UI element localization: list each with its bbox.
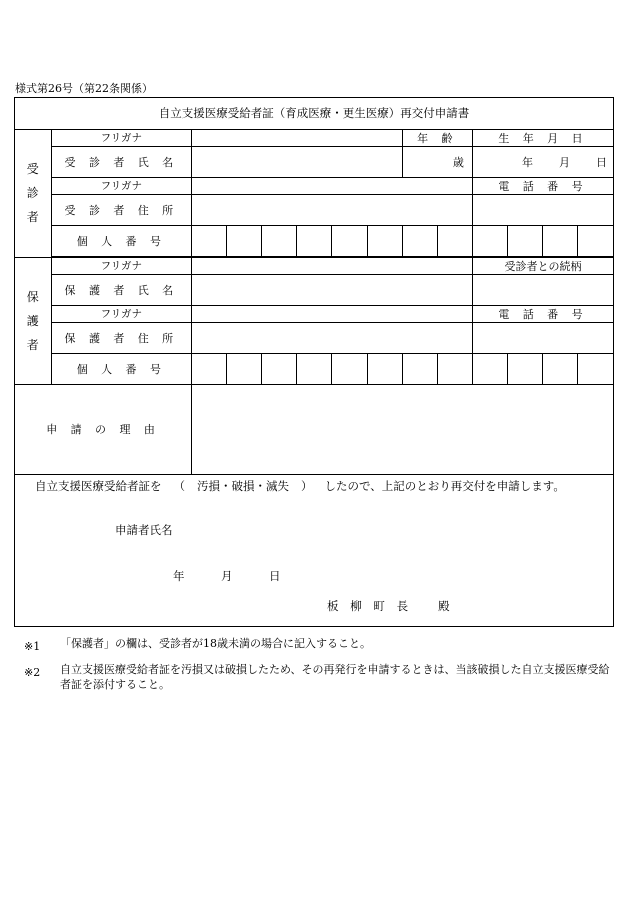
age-field[interactable] bbox=[402, 146, 472, 177]
relation-label: 受診者との続柄 bbox=[472, 257, 613, 274]
note-item bbox=[24, 636, 614, 651]
guardian-id-digit[interactable] bbox=[472, 353, 507, 384]
application-date[interactable] bbox=[173, 568, 317, 584]
patient-phone-field[interactable] bbox=[472, 194, 613, 225]
guardian-id-digit[interactable] bbox=[332, 353, 367, 384]
notes bbox=[24, 636, 614, 703]
form-title: 自立支援医療受給者証（育成医療・更生医療）再交付申請書 bbox=[15, 98, 613, 129]
patient-id-digit[interactable] bbox=[437, 225, 472, 256]
declaration-prefix: 自立支援医療受給者証を bbox=[35, 479, 162, 493]
patient-name-field[interactable] bbox=[192, 146, 403, 177]
patient-address-furigana-field[interactable] bbox=[192, 177, 473, 194]
age-unit: 歳 bbox=[452, 155, 464, 169]
declaration-suffix: したので、上記のとおり再交付を申請します。 bbox=[324, 479, 565, 493]
guardian-id-digit[interactable] bbox=[367, 353, 402, 384]
patient-phone-label: 電 話 番 号 bbox=[472, 177, 613, 194]
patient-id-digit[interactable] bbox=[472, 225, 507, 256]
guardian-id-digit[interactable] bbox=[543, 353, 578, 384]
paren-close: ） bbox=[301, 479, 313, 493]
patient-address-field[interactable] bbox=[192, 194, 473, 225]
patient-furigana-field[interactable] bbox=[192, 129, 403, 146]
guardian-id-digit[interactable] bbox=[192, 353, 227, 384]
guardian-id-digit[interactable] bbox=[402, 353, 437, 384]
guardian-id-digit[interactable] bbox=[262, 353, 297, 384]
note-mark: ※1 bbox=[24, 640, 41, 653]
guardian-address-furigana-field[interactable] bbox=[192, 305, 473, 322]
date-year: 年 bbox=[173, 569, 185, 583]
declaration-line bbox=[35, 478, 565, 494]
guardian-address-label: 保 護 者 住 所 bbox=[51, 322, 191, 353]
guardian-name-field[interactable] bbox=[192, 274, 473, 305]
guardian-address-furigana-label: フリガナ bbox=[51, 305, 191, 322]
patient-id-digit[interactable] bbox=[578, 225, 613, 256]
note-mark: ※2 bbox=[24, 666, 41, 679]
form-number: 様式第26号（第22条関係） bbox=[15, 82, 153, 95]
guardian-id-digit[interactable] bbox=[578, 353, 613, 384]
patient-id-digit[interactable] bbox=[332, 225, 367, 256]
age-label: 年 齢 bbox=[402, 129, 472, 146]
dob-year: 年 bbox=[522, 155, 533, 169]
patient-name-label: 受 診 者 氏 名 bbox=[51, 146, 191, 177]
guardian-id-label: 個 人 番 号 bbox=[51, 353, 191, 384]
date-day: 日 bbox=[269, 569, 281, 583]
guardian-id-digit[interactable] bbox=[227, 353, 262, 384]
declaration-options[interactable]: 汚損・破損・滅失 bbox=[197, 479, 289, 493]
note-text: 「保護者」の欄は、受診者が18歳未満の場合に記入すること。 bbox=[60, 637, 371, 650]
dob-month: 月 bbox=[559, 155, 570, 169]
patient-furigana-label: フリガナ bbox=[51, 129, 191, 146]
guardian-phone-label: 電 話 番 号 bbox=[472, 305, 613, 322]
guardian-address-field[interactable] bbox=[192, 322, 473, 353]
dob-label: 生 年 月 日 bbox=[472, 129, 613, 146]
guardian-phone-field[interactable] bbox=[472, 322, 613, 353]
guardian-id-digit[interactable] bbox=[437, 353, 472, 384]
honorific: 殿 bbox=[438, 599, 454, 613]
patient-id-digit[interactable] bbox=[543, 225, 578, 256]
patient-id-digit[interactable] bbox=[508, 225, 543, 256]
guardian-furigana-label: フリガナ bbox=[51, 257, 191, 274]
reason-field[interactable] bbox=[192, 384, 613, 474]
dob-day: 日 bbox=[596, 155, 607, 169]
patient-id-digit[interactable] bbox=[367, 225, 402, 256]
guardian-group-label: 保 護 者 bbox=[15, 257, 51, 384]
guardian-name-label: 保 護 者 氏 名 bbox=[51, 274, 191, 305]
reason-label: 申 請 の 理 由 bbox=[15, 384, 192, 474]
addressee bbox=[327, 598, 454, 614]
applicant-name-label: 申請者氏名 bbox=[115, 523, 173, 537]
patient-id-digit[interactable] bbox=[402, 225, 437, 256]
note-item bbox=[24, 662, 614, 692]
addressee-name: 板 柳 町 長 bbox=[327, 599, 413, 613]
patient-id-digit[interactable] bbox=[227, 225, 262, 256]
guardian-furigana-field[interactable] bbox=[192, 257, 473, 274]
guardian-id-digit[interactable] bbox=[508, 353, 543, 384]
patient-id-digit[interactable] bbox=[297, 225, 332, 256]
form-table bbox=[15, 98, 613, 475]
dob-field[interactable] bbox=[472, 146, 613, 177]
patient-id-label: 個 人 番 号 bbox=[51, 225, 191, 256]
application-form bbox=[14, 97, 614, 627]
paren-open: （ bbox=[173, 479, 185, 493]
note-text: 自立支援医療受給者証を汚損又は破損したため、その再発行を申請するときは、当該破損した自立支援医療受給者証を添付すること。 bbox=[60, 663, 610, 691]
guardian-id-digit[interactable] bbox=[297, 353, 332, 384]
patient-group-label: 受 診 者 bbox=[15, 129, 51, 257]
relation-field[interactable] bbox=[472, 274, 613, 305]
patient-id-digit[interactable] bbox=[262, 225, 297, 256]
patient-address-furigana-label: フリガナ bbox=[51, 177, 191, 194]
declaration bbox=[15, 466, 613, 628]
patient-address-label: 受 診 者 住 所 bbox=[51, 194, 191, 225]
date-month: 月 bbox=[221, 569, 233, 583]
patient-id-digit[interactable] bbox=[192, 225, 227, 256]
